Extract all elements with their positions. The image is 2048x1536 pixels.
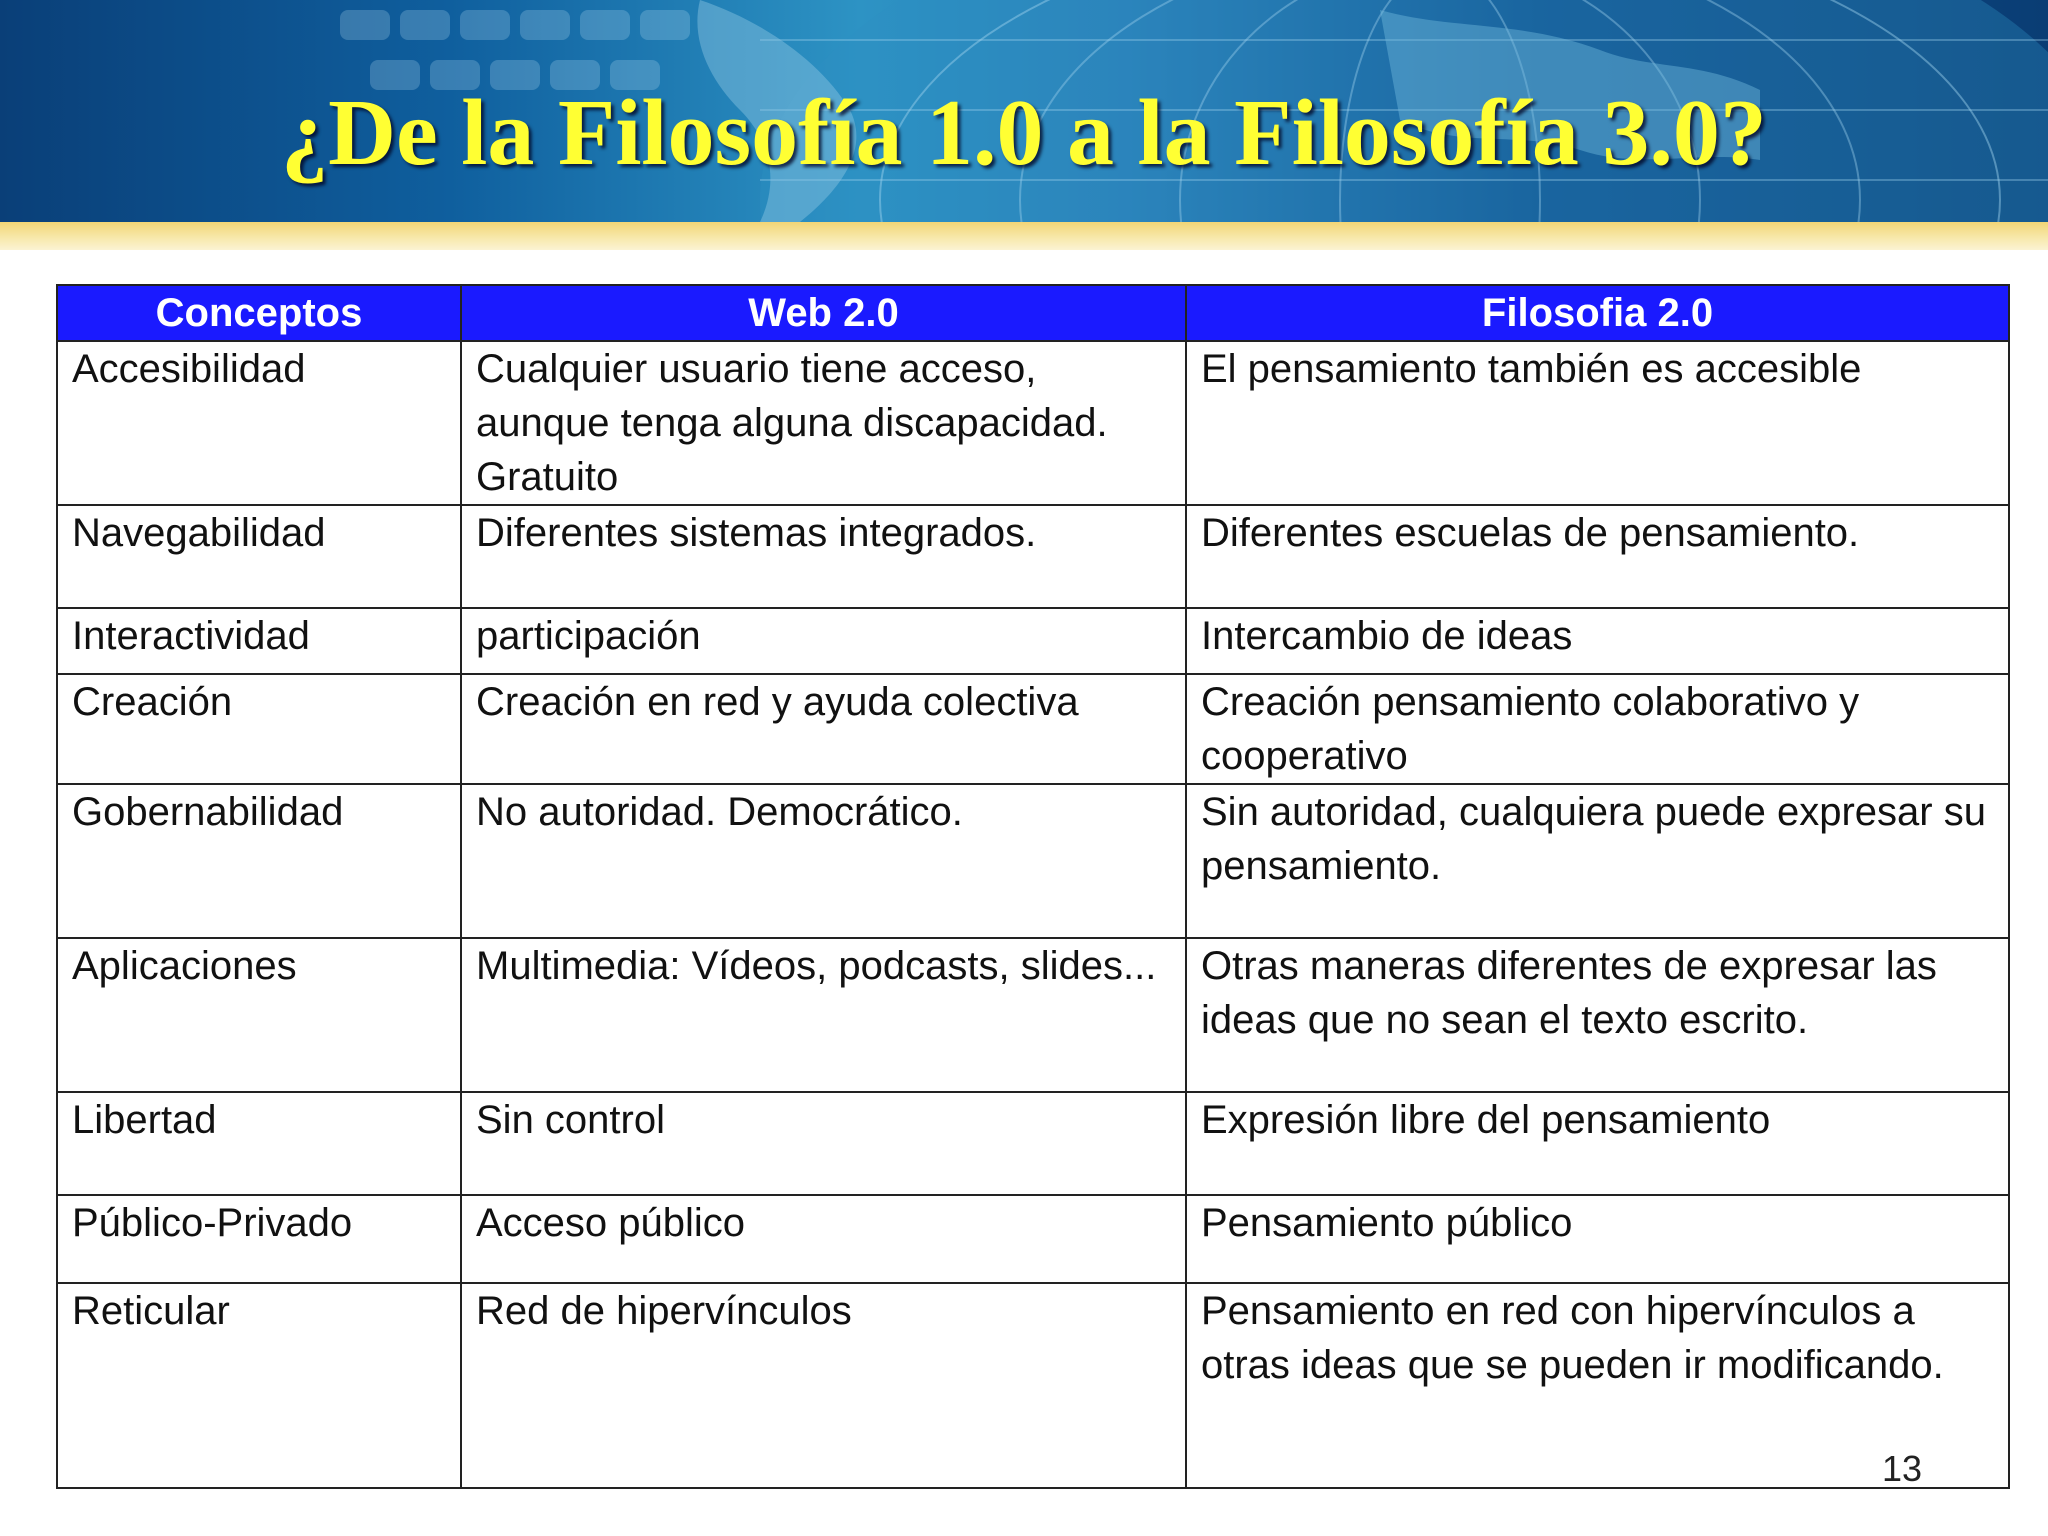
philosophy-cell: Pensamiento público [1186, 1195, 2009, 1283]
philosophy-cell: Intercambio de ideas [1186, 608, 2009, 674]
concept-cell: Gobernabilidad [57, 784, 461, 938]
page-number: 13 [1882, 1448, 1923, 1489]
comparison-table [56, 284, 2010, 1489]
philosophy-cell: Pensamiento en red con hipervínculos a otras ideas que se pueden ir modificando. [1186, 1283, 2009, 1488]
philosophy-cell: Expresión libre del pensamiento [1186, 1092, 2009, 1195]
table-row [57, 505, 2009, 608]
web-cell: Red de hipervínculos [461, 1283, 1186, 1488]
column-header-conceptos: Conceptos [57, 285, 461, 341]
column-header-filosofia: Filosofia 2.0 [1186, 285, 2009, 341]
philosophy-cell: Sin autoridad, cualquiera puede expresar su pensamiento. [1186, 784, 2009, 938]
web-cell: No autoridad. Democrático. [461, 784, 1186, 938]
philosophy-cell: El pensamiento también es accesible [1186, 341, 2009, 505]
title-underline-band [0, 222, 2048, 250]
philosophy-cell: Diferentes escuelas de pensamiento. [1186, 505, 2009, 608]
web-cell: Multimedia: Vídeos, podcasts, slides... [461, 938, 1186, 1092]
column-header-web: Web 2.0 [461, 285, 1186, 341]
table-row [57, 784, 2009, 938]
table-row [57, 938, 2009, 1092]
table-row [57, 674, 2009, 784]
concept-cell: Interactividad [57, 608, 461, 674]
concept-cell: Público-Privado [57, 1195, 461, 1283]
philosophy-cell: Otras maneras diferentes de expresar las ideas que no sean el texto escrito. [1186, 938, 2009, 1092]
table-row [57, 608, 2009, 674]
web-cell: Cualquier usuario tiene acceso, aunque tenga alguna discapacidad. Gratuito [461, 341, 1186, 505]
web-cell: Acceso público [461, 1195, 1186, 1283]
table-row [57, 341, 2009, 505]
table-header-row [57, 285, 2009, 341]
page-title: ¿De la Filosofía 1.0 a la Filosofía 3.0? [281, 81, 1767, 185]
title-banner [0, 0, 2048, 222]
web-cell: participación [461, 608, 1186, 674]
concept-cell: Libertad [57, 1092, 461, 1195]
table-row [57, 1283, 2009, 1488]
table-row [57, 1092, 2009, 1195]
concept-cell: Accesibilidad [57, 341, 461, 505]
web-cell: Sin control [461, 1092, 1186, 1195]
web-cell: Creación en red y ayuda colectiva [461, 674, 1186, 784]
concept-cell: Creación [57, 674, 461, 784]
concept-cell: Aplicaciones [57, 938, 461, 1092]
table-row [57, 1195, 2009, 1283]
web-cell: Diferentes sistemas integrados. [461, 505, 1186, 608]
concept-cell: Reticular [57, 1283, 461, 1488]
concept-cell: Navegabilidad [57, 505, 461, 608]
philosophy-cell: Creación pensamiento colaborativo y cooperativo [1186, 674, 2009, 784]
